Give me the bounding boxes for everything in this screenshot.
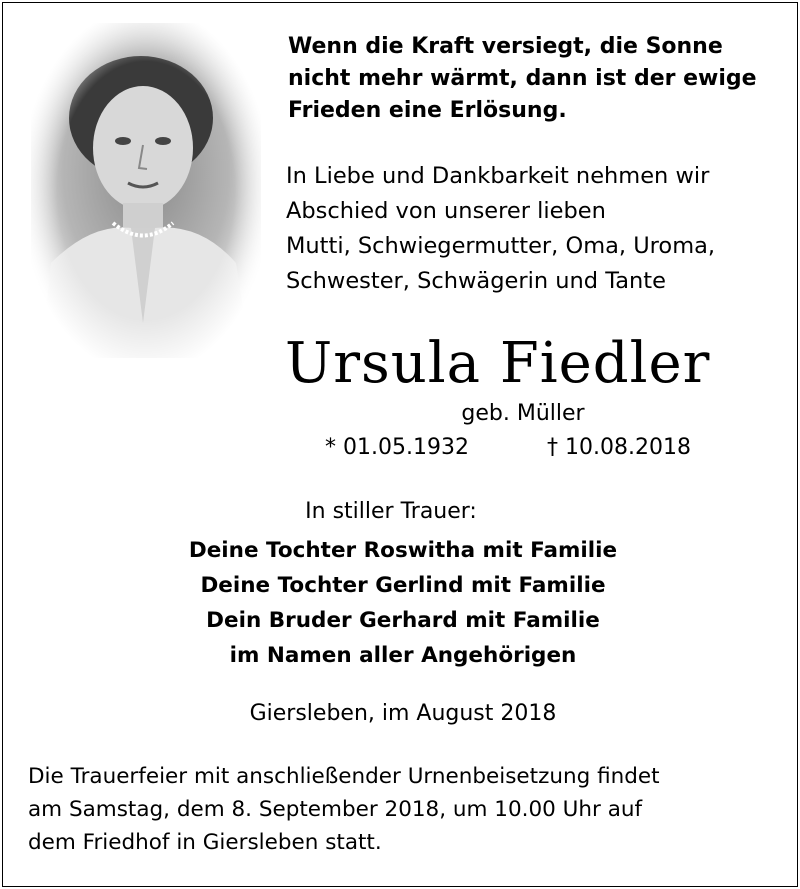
mourner-line: im Namen aller Angehörigen: [229, 643, 577, 668]
deceased-name: Ursula Fiedler: [285, 331, 711, 396]
mourning-heading: In stiller Trauer:: [305, 499, 477, 524]
mourner-line: Deine Tochter Roswitha mit Familie: [188, 538, 618, 563]
place-date: Giersleben, im August 2018: [249, 701, 557, 726]
quote-text: [288, 31, 788, 127]
ceremony-notice: [28, 760, 798, 859]
birth-date: * 01.05.1932: [325, 435, 469, 460]
mourner-line: Dein Bruder Gerhard mit Familie: [206, 608, 600, 633]
ceremony-line: Die Trauerfeier mit anschließender Urnenbeisetzung findet: [28, 764, 660, 789]
portrait-photo: [31, 23, 261, 358]
mourner-line: Deine Tochter Gerlind mit Familie: [200, 573, 606, 598]
quote-line: Wenn die Kraft versiegt, die Sonne: [288, 34, 723, 59]
obituary-frame: [2, 2, 798, 887]
quote-line: Frieden eine Erlösung.: [288, 98, 567, 123]
birth-name: geb. Müller: [461, 401, 585, 426]
portrait-photo-icon: [31, 23, 261, 358]
intro-line: Schwester, Schwägerin und Tante: [286, 268, 666, 294]
intro-line: Mutti, Schwiegermutter, Oma, Uroma,: [286, 233, 716, 259]
intro-line: Abschied von unserer lieben: [286, 198, 606, 224]
ceremony-line: am Samstag, dem 8. September 2018, um 10.00 Uhr auf: [28, 797, 643, 822]
mourners-list: [3, 533, 800, 673]
intro-text: [286, 159, 791, 299]
intro-line: In Liebe und Dankbarkeit nehmen wir: [286, 163, 710, 189]
ceremony-line: dem Friedhof in Giersleben statt.: [28, 830, 382, 855]
death-date: † 10.08.2018: [547, 435, 691, 460]
quote-line: nicht mehr wärmt, dann ist der ewige: [288, 66, 757, 91]
